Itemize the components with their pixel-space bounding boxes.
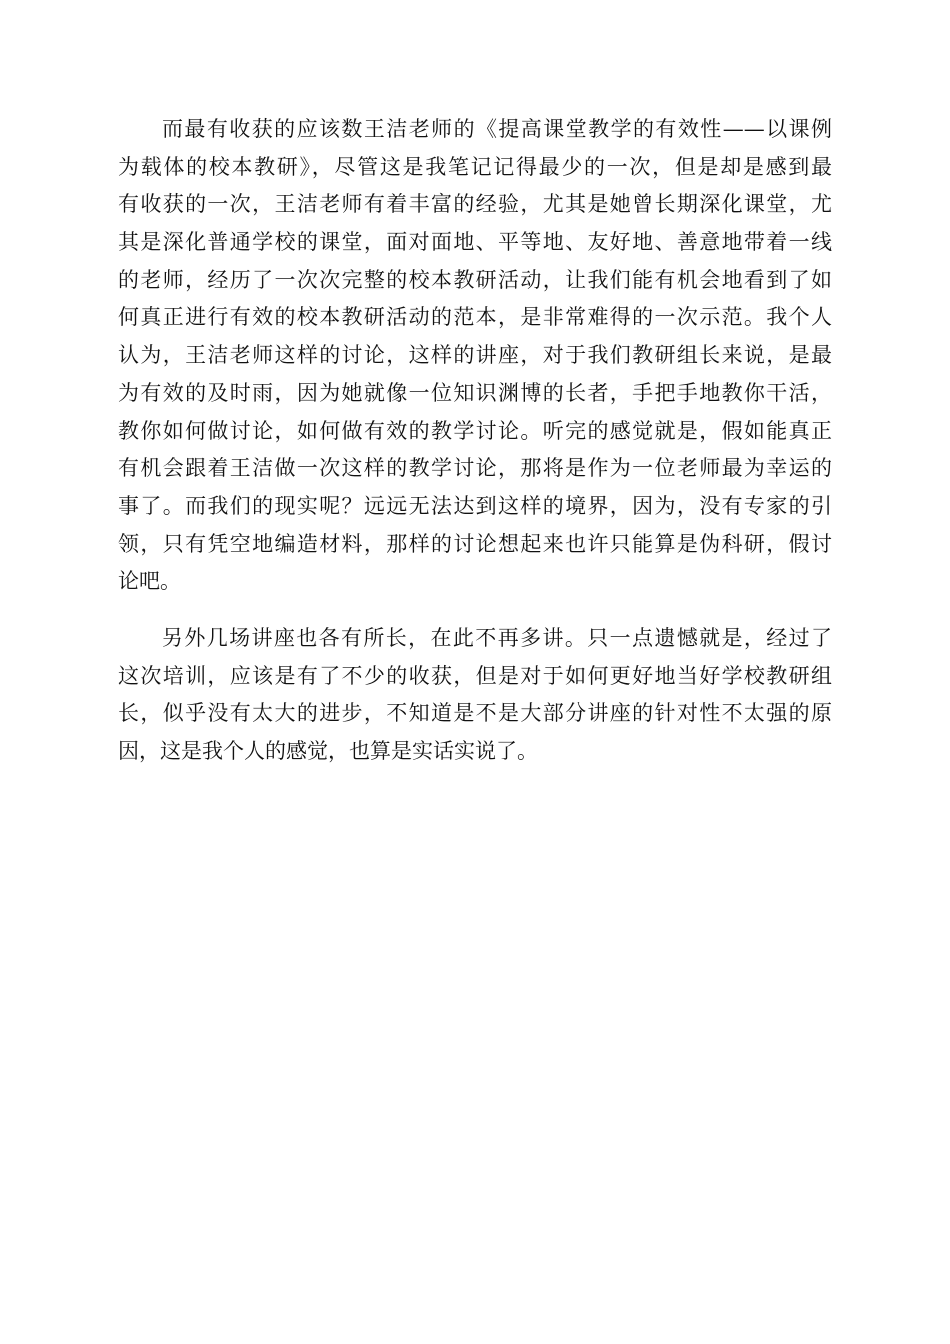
paragraph-line: 而最有收获的应该数王洁老师的《提高课堂教学的有效性——以课例 xyxy=(162,117,832,141)
paragraph-line: 因，这是我个人的感觉，也算是实话实说了。 xyxy=(118,739,538,764)
paragraph-line: 教你如何做讨论，如何做有效的教学讨论。听完的感觉就是，假如能真正 xyxy=(118,418,832,443)
paragraph-line: 这次培训，应该是有了不少的收获，但是对于如何更好地当好学校教研组 xyxy=(118,663,832,688)
paragraph-line: 为载体的校本教研》，尽管这是我笔记记得最少的一次，但是却是感到最 xyxy=(118,154,832,179)
paragraph-line: 有机会跟着王洁做一次这样的教学讨论，那将是作为一位老师最为幸运的 xyxy=(118,456,832,481)
paragraph-line: 论吧。 xyxy=(118,569,181,594)
paragraph-line: 事了。而我们的现实呢？远远无法达到这样的境界，因为，没有专家的引 xyxy=(118,493,832,518)
paragraph-line: 有收获的一次，王洁老师有着丰富的经验，尤其是她曾长期深化课堂，尤 xyxy=(118,192,832,217)
paragraph-line: 何真正进行有效的校本教研活动的范本，是非常难得的一次示范。我个人 xyxy=(118,305,832,330)
paragraph-line: 认为，王洁老师这样的讨论，这样的讲座，对于我们教研组长来说，是最 xyxy=(118,343,832,368)
paragraph-line: 的老师，经历了一次次完整的校本教研活动，让我们能有机会地看到了如 xyxy=(118,267,832,292)
paragraph-line: 为有效的及时雨，因为她就像一位知识渊博的长者，手把手地教你干活， xyxy=(118,380,832,405)
paragraph-line: 长，似乎没有太大的进步，不知道是不是大部分讲座的针对性不太强的原 xyxy=(118,701,832,726)
paragraph-other-lectures xyxy=(118,620,832,771)
paragraph-line: 其是深化普通学校的课堂，面对面地、平等地、友好地、善意地带着一线 xyxy=(118,230,832,255)
paragraph-line: 另外几场讲座也各有所长，在此不再多讲。只一点遗憾就是，经过了 xyxy=(162,626,832,650)
paragraph-line: 领，只有凭空地编造材料，那样的讨论想起来也许只能算是伪科研，假讨 xyxy=(118,531,832,556)
paragraph-reflection-wang-jie xyxy=(118,111,832,601)
